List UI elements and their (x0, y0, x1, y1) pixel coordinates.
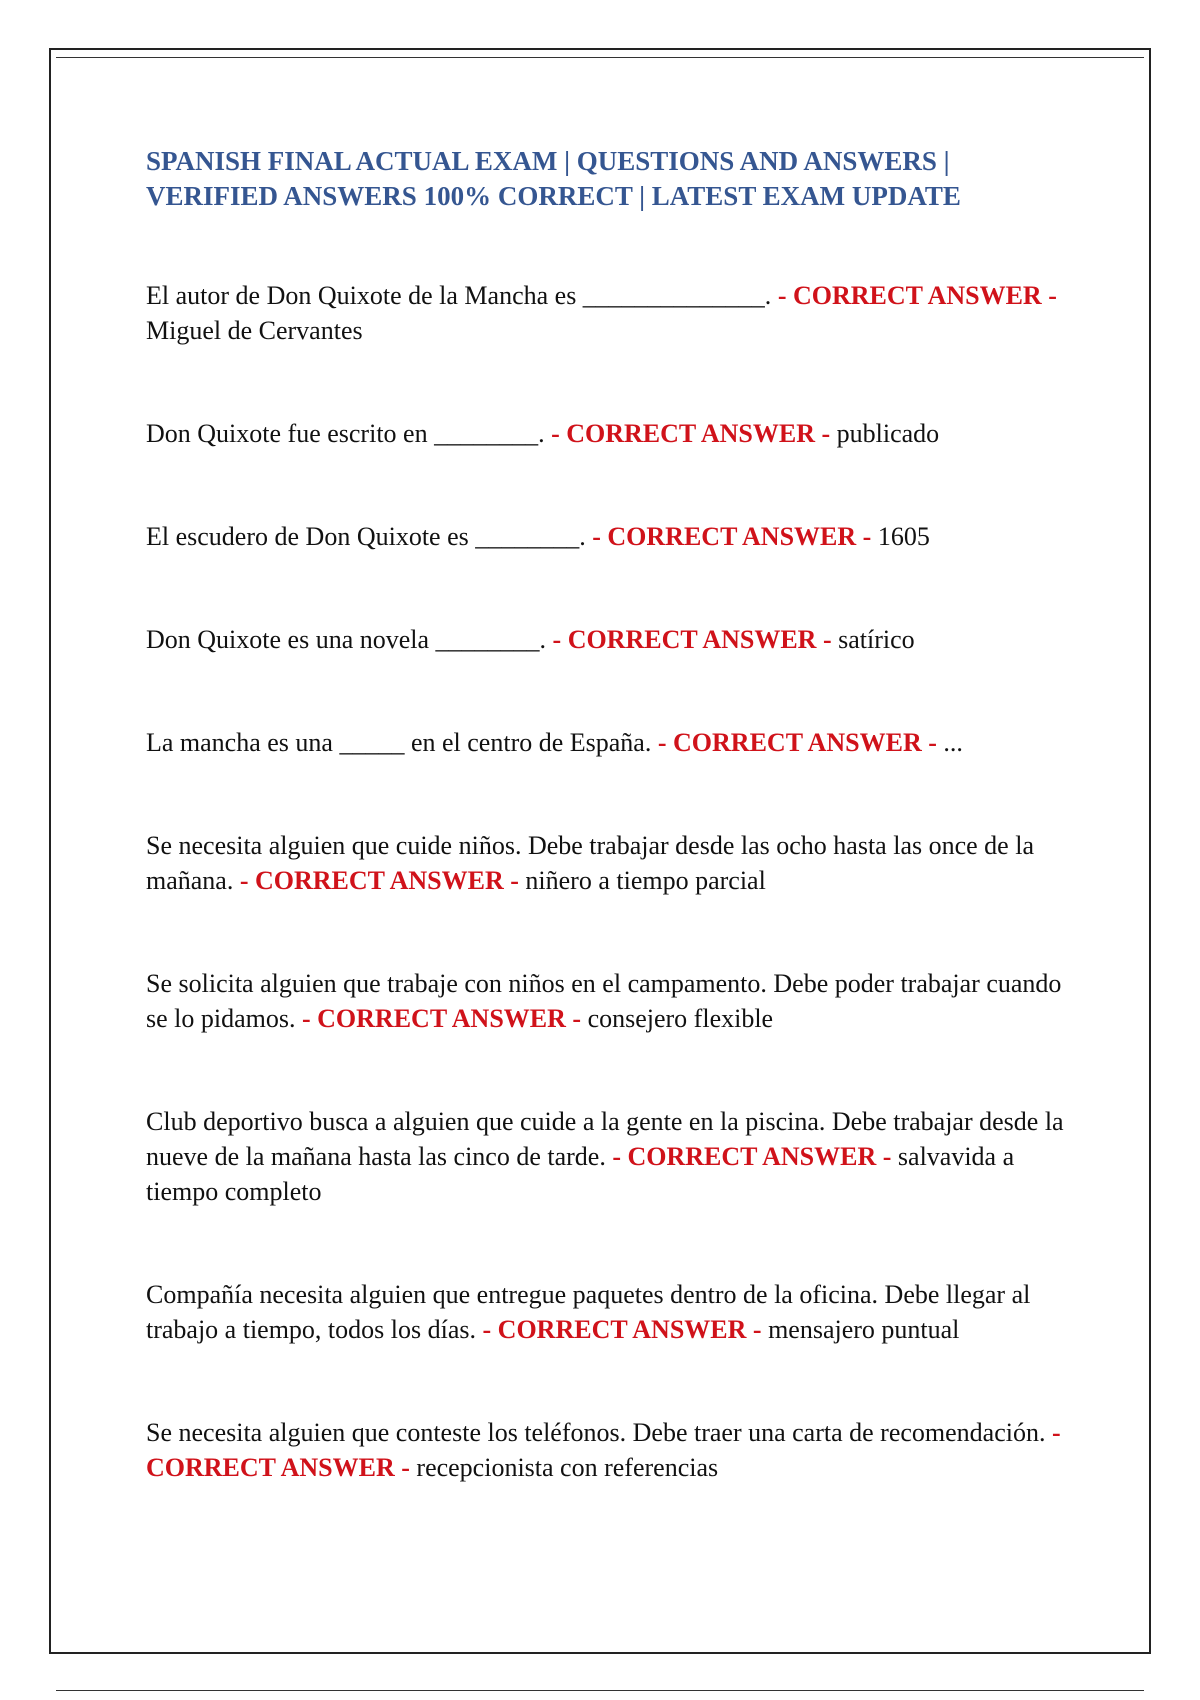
answer-text: salvavida a tiempo completo (146, 1142, 1015, 1206)
qa-item (146, 278, 1066, 348)
correct-answer-label: - CORRECT ANSWER - (612, 1142, 892, 1171)
answer-text: consejero flexible (587, 1004, 774, 1033)
question-text: Se necesita alguien que conteste los teléfonos. Debe traer una carta de recomendación. (146, 1418, 1046, 1447)
correct-answer-label: - CORRECT ANSWER - (551, 419, 831, 448)
correct-answer-label: - CORRECT ANSWER - (239, 866, 519, 895)
qa-item (146, 1277, 1066, 1347)
question-text: El autor de Don Quixote de la Mancha es ______________. (146, 281, 772, 310)
correct-answer-label: - CORRECT ANSWER - (482, 1315, 762, 1344)
bottom-rule (56, 1690, 1144, 1691)
document-content (146, 144, 1066, 1485)
answer-text: satírico (838, 625, 915, 654)
qa-item (146, 519, 1066, 554)
question-text: Club deportivo busca a alguien que cuide a la gente en la piscina. Debe trabajar desde la nueve de la mañana hasta las cinco de tarde. (146, 1107, 1064, 1171)
document-title: SPANISH FINAL ACTUAL EXAM | QUESTIONS AND ANSWERS | VERIFIED ANSWERS 100% CORRECT | LATEST EXAM UPDATE (146, 146, 961, 211)
qa-item (146, 966, 1066, 1036)
question-text: Compañía necesita alguien que entregue paquetes dentro de la oficina. Debe llegar al trabajo a tiempo, todos los días. (146, 1280, 1031, 1344)
qa-item (146, 1415, 1066, 1485)
question-text: Don Quixote es una novela ________. (146, 625, 547, 654)
correct-answer-label: - CORRECT ANSWER - (592, 522, 872, 551)
qa-item (146, 725, 1066, 760)
qa-item (146, 1104, 1066, 1209)
answer-text: publicado (836, 419, 940, 448)
correct-answer-label: - CORRECT ANSWER - (146, 1418, 1061, 1482)
correct-answer-label: - CORRECT ANSWER - (777, 281, 1057, 310)
answer-text: recepcionista con referencias (416, 1453, 719, 1482)
correct-answer-label: - CORRECT ANSWER - (552, 625, 832, 654)
answer-text: niñero a tiempo parcial (525, 866, 766, 895)
answer-text: 1605 (877, 522, 930, 551)
qa-item (146, 828, 1066, 898)
correct-answer-label: - CORRECT ANSWER - (302, 1004, 582, 1033)
top-rule (56, 57, 1144, 58)
answer-text: mensajero puntual (768, 1315, 960, 1344)
question-text: La mancha es una _____ en el centro de España. (146, 728, 652, 757)
correct-answer-label: - CORRECT ANSWER - (657, 728, 937, 757)
answer-text: Miguel de Cervantes (146, 316, 363, 345)
question-text: Se solicita alguien que trabaje con niños en el campamento. Debe poder trabajar cuando se lo pidamos. (146, 969, 1062, 1033)
answer-text: ... (943, 728, 963, 757)
qa-item (146, 622, 1066, 657)
question-text: El escudero de Don Quixote es ________. (146, 522, 586, 551)
question-text: Se necesita alguien que cuide niños. Debe trabajar desde las ocho hasta las once de la mañana. (146, 831, 1034, 895)
qa-list (146, 278, 1066, 1485)
qa-item (146, 416, 1066, 451)
question-text: Don Quixote fue escrito en ________. (146, 419, 545, 448)
